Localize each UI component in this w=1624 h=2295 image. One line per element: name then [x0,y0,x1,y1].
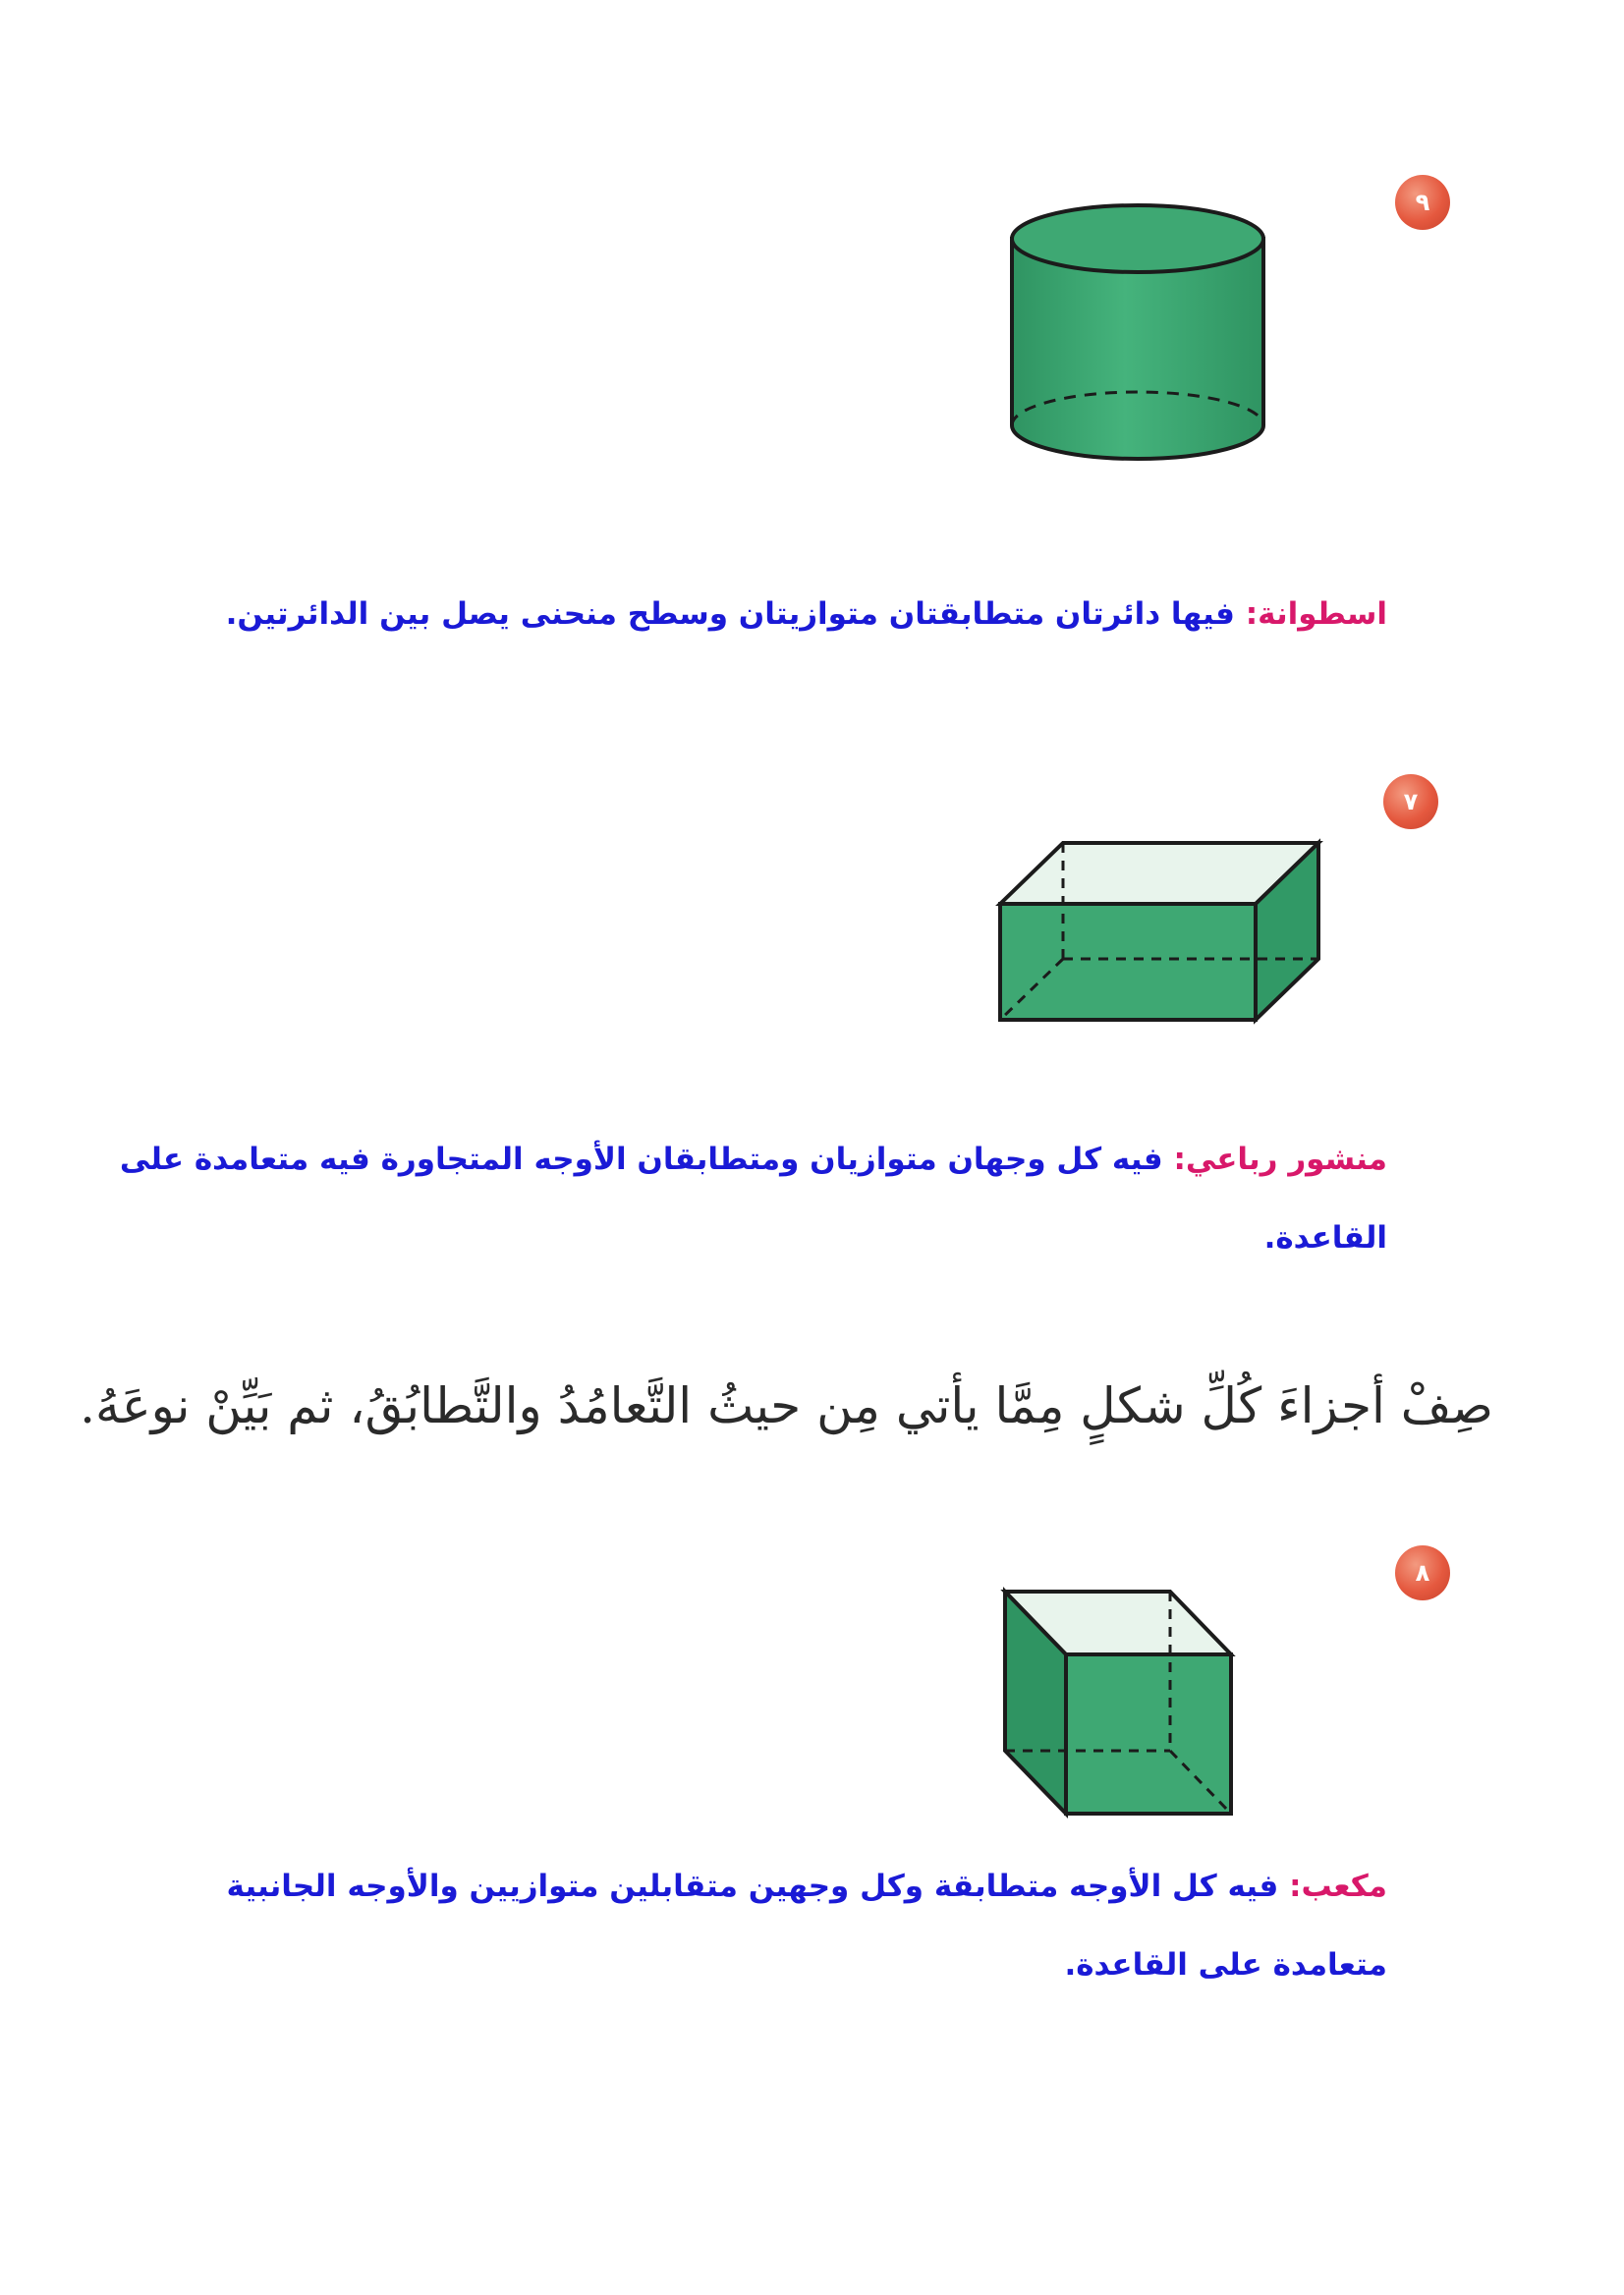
cylinder-description [147,575,1387,653]
rectangular-prism-description [108,1120,1387,1277]
cylinder-term: اسطوانة: [1245,596,1387,632]
rectangular-prism-text: فيه كل وجهان متوازيان ومتطابقان الأوجه المتجاورة فيه متعامدة على القاعدة. [119,1142,1387,1256]
number-badge-9: ٩ [1395,175,1450,230]
rectangular-prism-term: منشور رباعي: [1173,1142,1387,1177]
cylinder-text: فيها دائرتان متطابقتان متوازيتان وسطح منحنى يصل بين الدائرتين. [225,596,1246,632]
cube-term: مكعب: [1289,1869,1387,1904]
number-badge-7: ٧ [1383,774,1438,829]
cube-text: فيه كل الأوجه متطابقة وكل وجهين متقابلين متوازيين والأوجه الجانبية متعامدة على القاعدة. [226,1869,1387,1983]
cylinder-figure [1000,201,1275,465]
cube-description [147,1847,1387,2004]
instruction-heading: صِفْ أجزاءَ كُلِّ شكلٍ مِمَّا يأتي مِن حيثُ التَّعامُدُ والتَّطابُقُ، ثم بَيِّنْ نوعَهُ. [80,1377,1493,1434]
number-badge-8: ٨ [1395,1545,1450,1600]
cube-figure [997,1584,1239,1819]
rectangular-prism-figure [992,835,1326,1028]
